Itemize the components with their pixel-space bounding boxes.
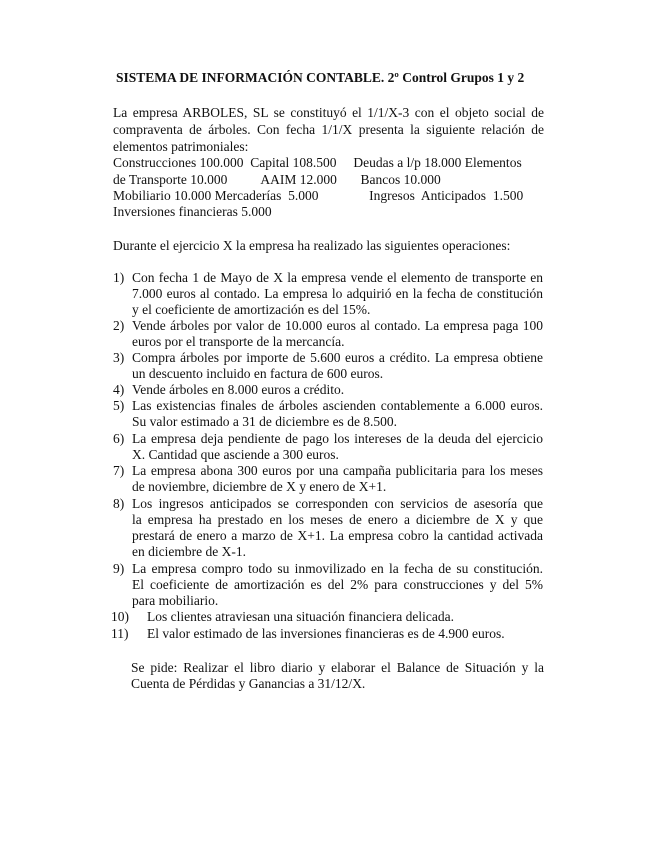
- intro-line: La empresa ARBOLES, SL se constituyó el 1/1/X-3 con el objeto social de: [113, 105, 544, 120]
- intro-line: elementos patrimoniales:: [113, 139, 249, 154]
- operation-line: Vende árboles por valor de 10.000 euros al contado. La empresa paga 100: [132, 318, 543, 333]
- operation-line: Compra árboles por importe de 5.600 euros a crédito. La empresa obtiene: [132, 350, 543, 365]
- operation-line: Los ingresos anticipados se corresponden con servicios de asesoría que: [132, 496, 543, 511]
- operation-line: Con fecha 1 de Mayo de X la empresa vende el elemento de transporte en: [132, 270, 543, 285]
- operation-line: La empresa compro todo su inmovilizado en la fecha de su constitución.: [132, 561, 543, 576]
- operation-line: un descuento incluido en factura de 600 euros.: [132, 366, 384, 381]
- patrimonio-line: Construcciones 100.000 Capital 108.500 Deudas a l/p 18.000 Elementos: [113, 155, 522, 170]
- operation-line: en diciembre de X-1.: [132, 544, 246, 559]
- operation-number: 4): [113, 382, 125, 397]
- operation-line: Vende árboles en 8.000 euros a crédito.: [132, 382, 345, 397]
- document-title: SISTEMA DE INFORMACIÓN CONTABLE. 2º Control Grupos 1 y 2: [116, 70, 525, 85]
- operation-number: 7): [113, 463, 125, 478]
- operation-number: 5): [113, 398, 125, 413]
- patrimonio-line: de Transporte 10.000 AAIM 12.000 Bancos 10.000: [113, 172, 441, 187]
- operation-number: 3): [113, 350, 125, 365]
- operations-intro: Durante el ejercicio X la empresa ha realizado las siguientes operaciones:: [113, 238, 511, 253]
- patrimonio-line: Mobiliario 10.000 Mercaderías 5.000 Ingresos Anticipados 1.500: [113, 188, 524, 203]
- operation-number: 6): [113, 431, 125, 446]
- operation-line: euros por el transporte de la mercancía.: [132, 334, 345, 349]
- operation-line: la empresa ha prestado en los meses de enero a diciembre de X y que: [132, 512, 543, 527]
- operation-number: 2): [113, 318, 125, 333]
- operation-number: 10): [111, 609, 129, 624]
- operation-number: 11): [111, 626, 129, 641]
- operation-line: prestará de enero a marzo de X+1. La empresa cobro la cantidad activada: [132, 528, 543, 543]
- operation-line: y el coeficiente de amortización es del 15%.: [132, 302, 371, 317]
- request-line: Cuenta de Pérdidas y Ganancias a 31/12/X.: [131, 676, 366, 691]
- operation-line: La empresa abona 300 euros por una campaña publicitaria para los meses: [132, 463, 543, 478]
- request-line: Se pide: Realizar el libro diario y elaborar el Balance de Situación y la: [131, 660, 544, 675]
- patrimonio-line: Inversiones financieras 5.000: [113, 204, 272, 219]
- operation-line: X. Cantidad que asciende a 300 euros.: [132, 447, 339, 462]
- operation-number: 9): [113, 561, 125, 576]
- operation-line: El valor estimado de las inversiones financieras es de 4.900 euros.: [147, 626, 505, 641]
- operation-line: 7.000 euros al contado. La empresa lo adquirió en la fecha de constitución: [132, 286, 543, 301]
- operation-line: Los clientes atraviesan una situación financiera delicada.: [147, 609, 454, 624]
- operation-line: Las existencias finales de árboles ascienden contablemente a 6.000 euros.: [132, 398, 543, 413]
- operation-number: 8): [113, 496, 125, 511]
- operation-line: La empresa deja pendiente de pago los intereses de la deuda del ejercicio: [132, 431, 543, 446]
- operation-line: para mobiliario.: [132, 593, 219, 608]
- operation-line: de noviembre, diciembre de X y enero de X+1.: [132, 479, 387, 494]
- operation-line: Su valor estimado a 31 de diciembre es de 8.500.: [132, 414, 398, 429]
- intro-line: compraventa de árboles. Con fecha 1/1/X presenta la siguiente relación de: [113, 122, 544, 137]
- operation-number: 1): [113, 270, 125, 285]
- operation-line: El coeficiente de amortización es del 2% para construcciones y del 5%: [132, 577, 543, 592]
